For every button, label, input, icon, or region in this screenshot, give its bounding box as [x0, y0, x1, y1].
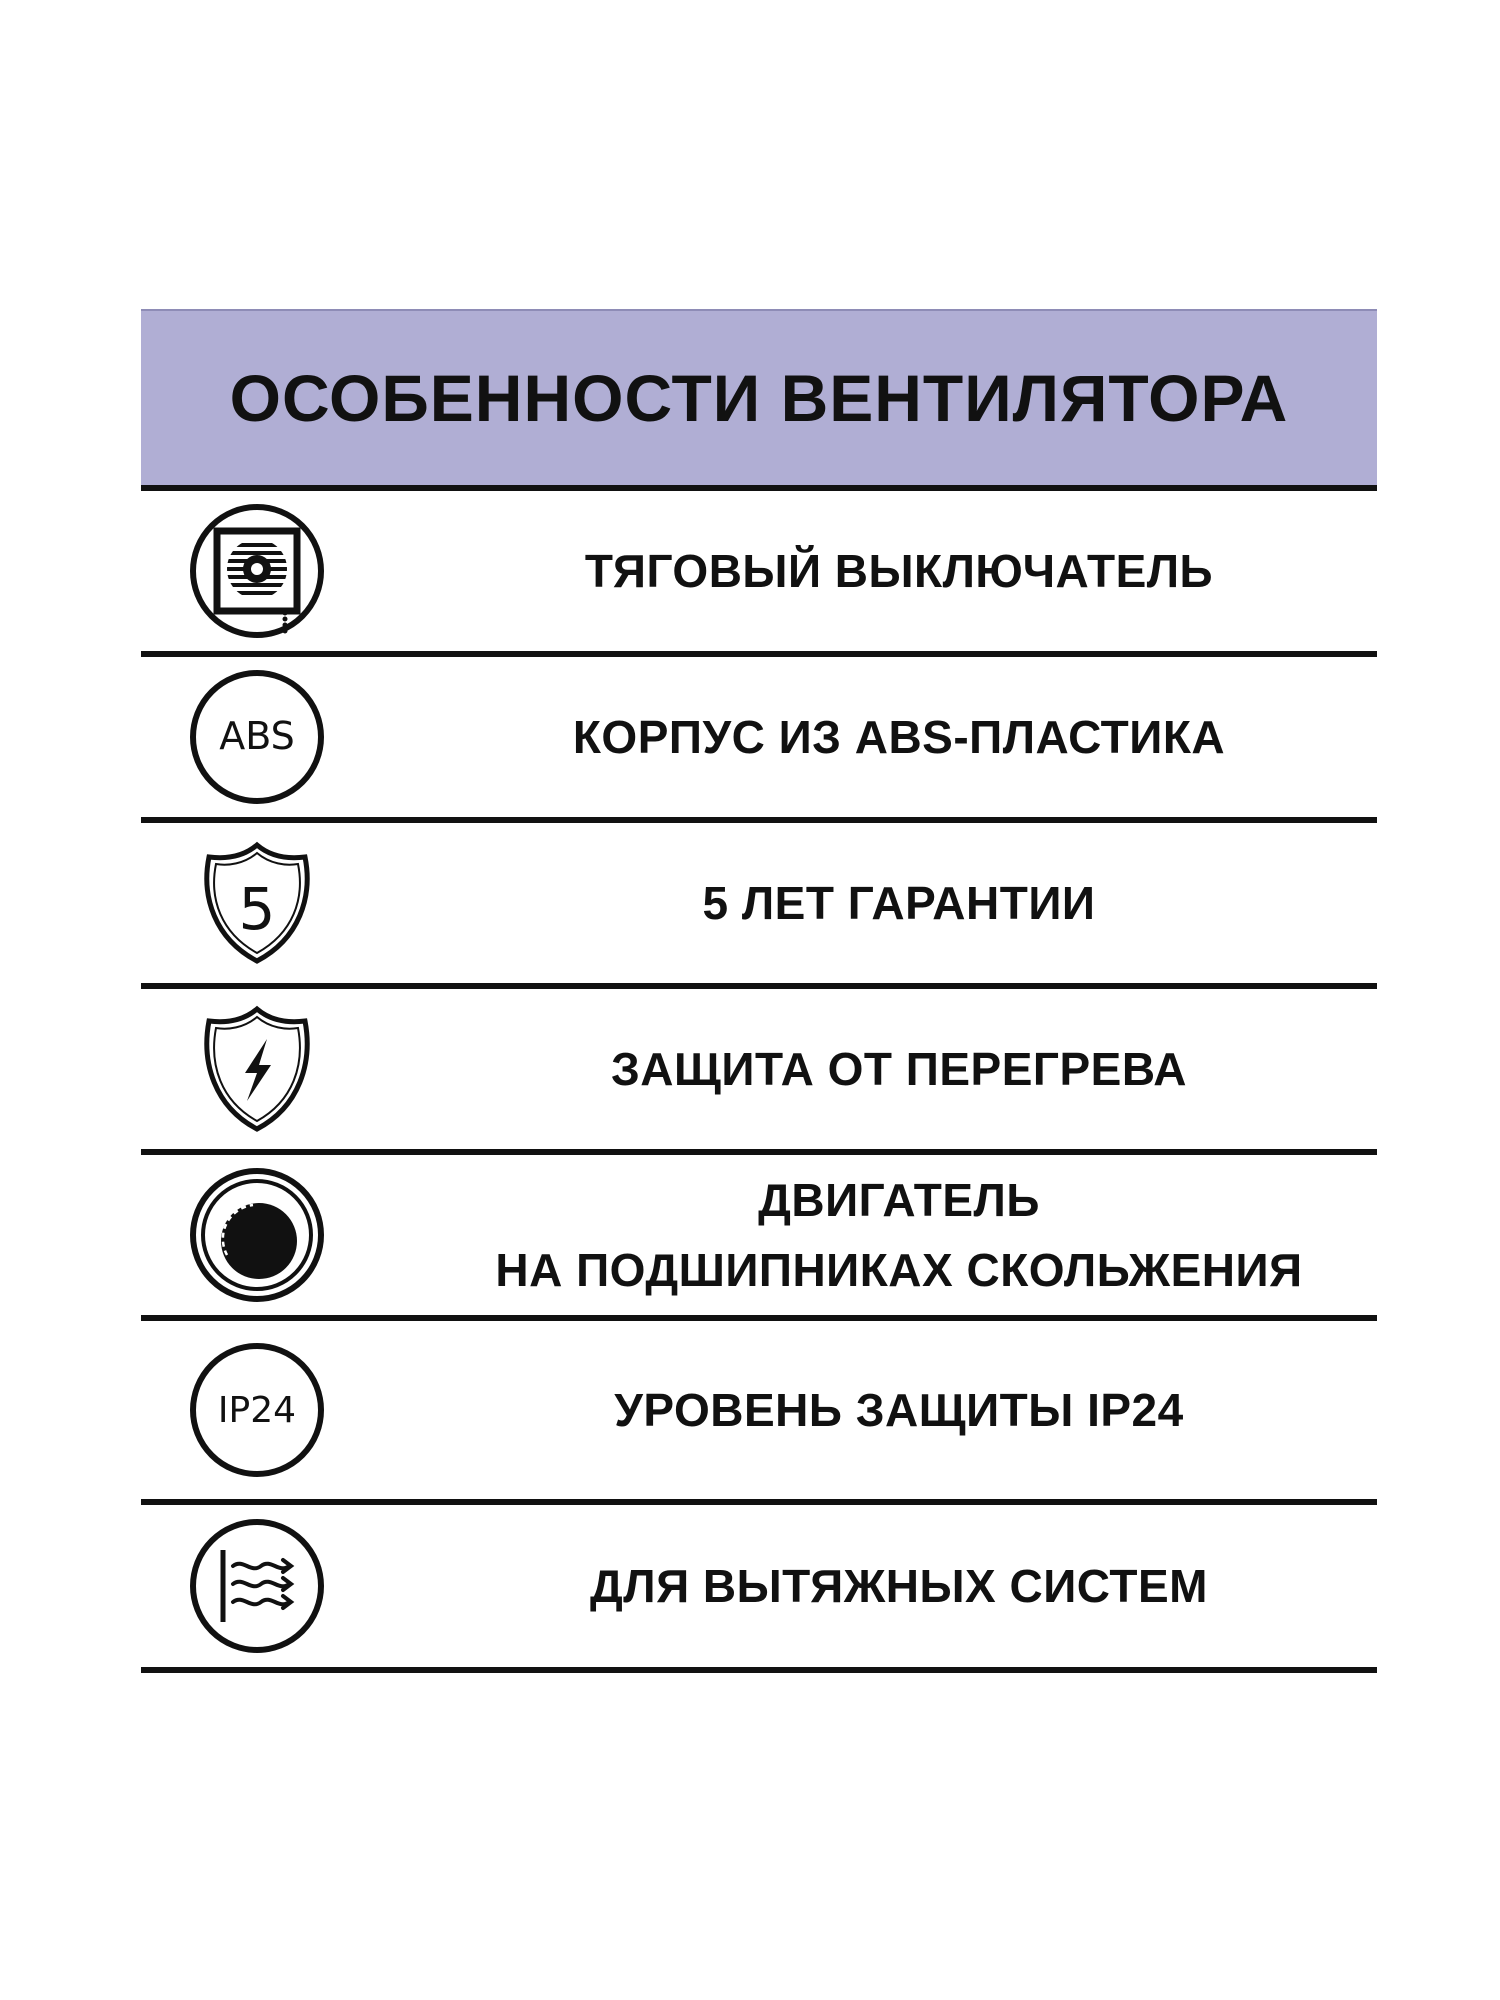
features-card [141, 309, 1377, 1673]
feature-label: ДЛЯ ВЫТЯЖНЫХ СИСТЕМ [590, 1560, 1208, 1612]
warranty-shield-icon [187, 833, 327, 973]
feature-row-overheat [141, 983, 1377, 1149]
feature-row-motor [141, 1149, 1377, 1315]
abs-badge-icon [187, 667, 327, 807]
feature-label [421, 1165, 1377, 1305]
feature-label-line-1: ДВИГАТЕЛЬ [758, 1174, 1040, 1226]
feature-row-ip24 [141, 1315, 1377, 1499]
lightning-shield-icon [187, 999, 327, 1139]
ip24-icon-text: IP24 [217, 1390, 297, 1431]
feature-label: ЗАЩИТА ОТ ПЕРЕГРЕВА [610, 1043, 1188, 1095]
feature-label: КОРПУС ИЗ ABS-ПЛАСТИКА [572, 711, 1226, 763]
feature-label: ТЯГОВЫЙ ВЫКЛЮЧАТЕЛЬ [584, 545, 1214, 597]
feature-label: 5 ЛЕТ ГАРАНТИИ [702, 877, 1096, 929]
warranty-icon-text: 5 [238, 875, 276, 943]
pull-switch-fan-icon [187, 501, 327, 641]
ip24-badge-icon [187, 1340, 327, 1480]
feature-row-abs [141, 651, 1377, 817]
feature-row-exhaust [141, 1499, 1377, 1673]
feature-label: УРОВЕНЬ ЗАЩИТЫ IP24 [614, 1384, 1184, 1436]
header-band [141, 309, 1377, 485]
exhaust-airflow-icon [187, 1516, 327, 1656]
feature-row-warranty [141, 817, 1377, 983]
page-title: ОСОБЕННОСТИ ВЕНТИЛЯТОРА [229, 361, 1289, 435]
feature-row-pull-switch [141, 485, 1377, 651]
motor-bearing-icon [187, 1165, 327, 1305]
feature-label-line-2: НА ПОДШИПНИКАХ СКОЛЬЖЕНИЯ [495, 1244, 1303, 1296]
abs-icon-text: ABS [219, 714, 295, 758]
